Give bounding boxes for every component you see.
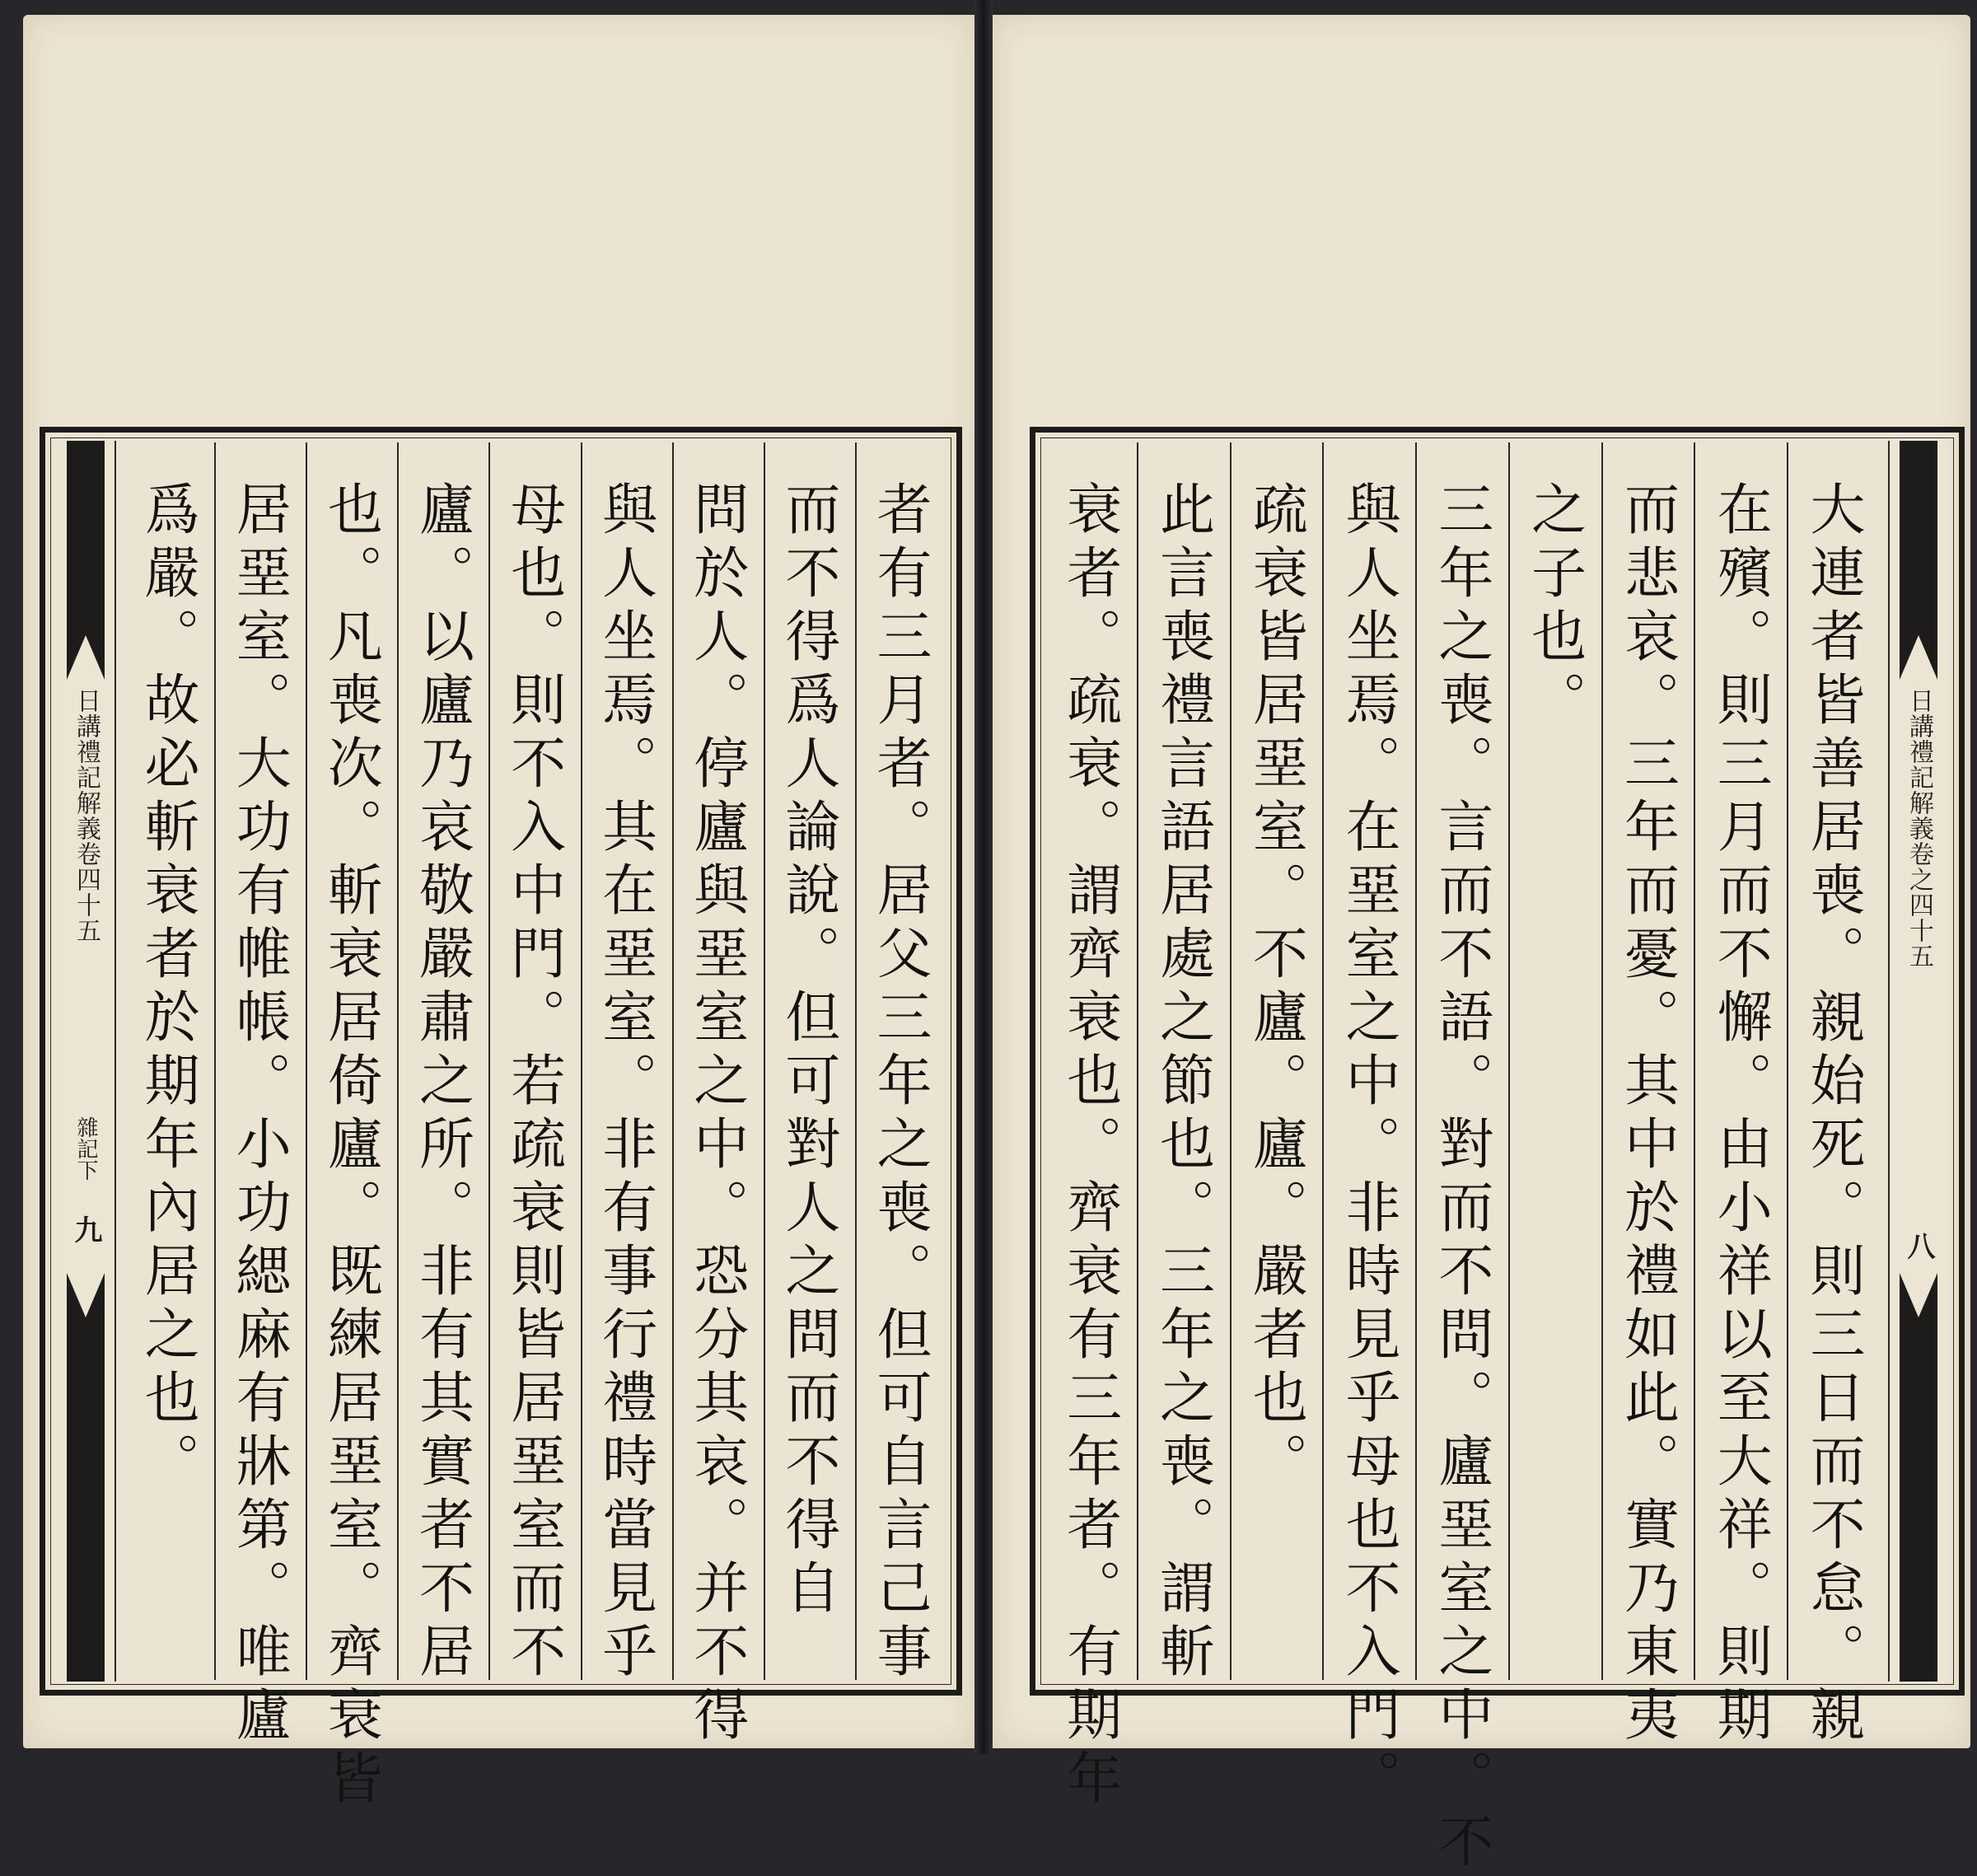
text-column (1601, 442, 1694, 1749)
text-column (1137, 442, 1230, 1686)
column-text: 問於人。停廬與堊室之中。恐分其哀。并不得 (685, 480, 750, 1749)
book-title: 日講禮記解義卷四十五 (72, 688, 100, 943)
text-column (214, 442, 306, 1749)
text-column (855, 442, 946, 1686)
left-text-columns (124, 442, 946, 1813)
black-mouth-top (1900, 441, 1937, 606)
book-gutter (974, 0, 993, 1754)
text-column (672, 442, 764, 1749)
fishtail-lower (67, 1273, 105, 1347)
text-column (1230, 442, 1323, 1680)
fishtail-lower (1900, 1273, 1937, 1347)
column-text: 爲嚴。故必斬衰者於期年內居之也。 (136, 480, 201, 1495)
right-print-frame (1030, 427, 1965, 1876)
fishtail-upper (1900, 606, 1937, 680)
column-text: 與人坐焉。其在堊室。非有事行禮時當見乎 (593, 480, 658, 1686)
left-center-strip (57, 441, 116, 1682)
column-text: 之子也。 (1522, 480, 1587, 734)
black-mouth-top (67, 441, 105, 606)
text-column (1787, 442, 1880, 1749)
page-number: 八 (1902, 1232, 1935, 1260)
left-page (23, 15, 974, 1813)
right-center-strip (1888, 441, 1947, 1682)
right-page (993, 15, 1970, 1876)
page-number: 九 (69, 1215, 102, 1243)
text-column (1694, 442, 1787, 1749)
right-text-columns (1045, 442, 1880, 1876)
chapter-title: 雜記下 (73, 1116, 98, 1181)
fishtail-upper (67, 606, 105, 680)
column-text: 衰者。疏衰。謂齊衰也。齊衰有三年者。有期年 (1058, 480, 1123, 1813)
column-text: 而悲哀。三年而憂。其中於禮如此。實乃東夷 (1615, 480, 1680, 1749)
text-column (1045, 442, 1137, 1813)
column-text: 在殯。則三月而不懈。由小祥以至大祥。則期 (1708, 480, 1774, 1749)
text-column (581, 442, 672, 1686)
text-column (306, 442, 397, 1813)
black-mouth-bottom (1900, 1347, 1937, 1682)
column-text: 與人坐焉。在堊室之中。非時見乎母也不入門。 (1337, 480, 1402, 1813)
left-print-frame (40, 427, 962, 1813)
column-text: 者有三月者。居父三年之喪。但可自言己事 (868, 480, 932, 1686)
column-text: 此言喪禮言語居處之節也。三年之喪。謂斬 (1151, 480, 1216, 1686)
column-text: 而不得爲人論說。但可對人之問而不得自 (776, 480, 841, 1622)
column-text: 疏衰皆居堊室。不廬。廬。嚴者也。 (1244, 480, 1309, 1495)
column-text: 母也。則不入中門。若疏衰則皆居堊室而不 (502, 480, 567, 1686)
book-title: 日講禮記解義卷之四十五 (1905, 688, 1933, 969)
text-column (1322, 442, 1415, 1813)
text-column (1415, 442, 1508, 1876)
text-column (764, 442, 855, 1680)
column-text: 廬。以廬乃哀敬嚴肅之所。非有其實者不居 (410, 480, 475, 1686)
black-mouth-bottom (67, 1347, 105, 1682)
text-column (488, 442, 580, 1686)
column-text: 三年之喪。言而不語。對而不問。廬堊室之中。不 (1429, 480, 1494, 1876)
text-column (1508, 442, 1601, 1680)
column-text: 也。凡喪次。斬衰居倚廬。既練居堊室。齊衰皆 (319, 480, 384, 1813)
column-text: 居堊室。大功有帷帳。小功緦麻有牀第。唯廬 (227, 480, 292, 1749)
column-text: 大連者皆善居喪。親始死。則三日而不怠。親 (1802, 480, 1866, 1749)
text-column (124, 442, 214, 1680)
text-column (397, 442, 488, 1686)
